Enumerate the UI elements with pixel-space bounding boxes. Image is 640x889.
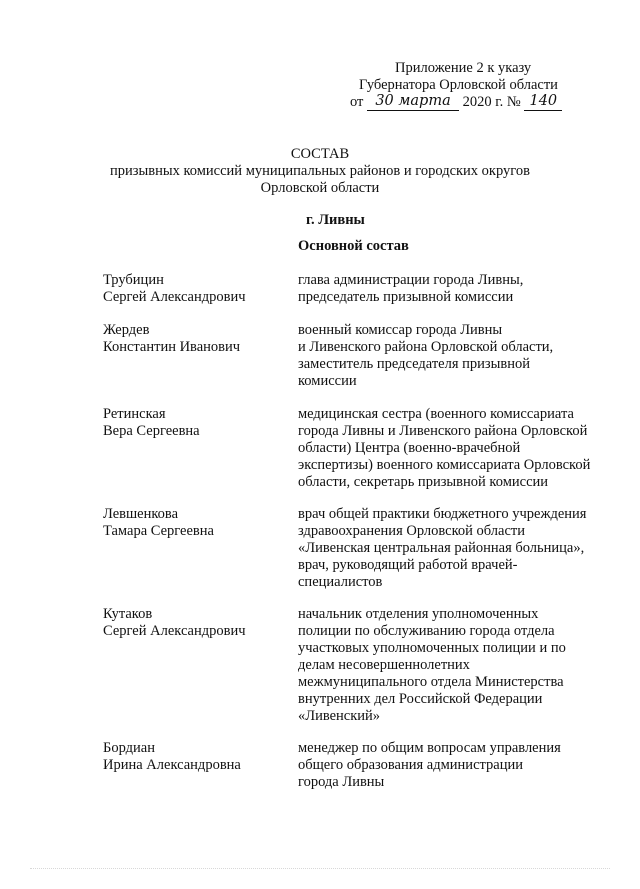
member-role: врач общей практики бюджетного учреждения здравоохранения Орловской области «Ливенская центральная районная больница», врач, руководящий работой врачей- специалистов: [298, 506, 587, 590]
page-subtitle-line-2: Орловской области: [260, 180, 380, 196]
page-subtitle-line-1: призывных комиссий муниципальных районов и городских округов: [110, 163, 530, 179]
document-number: 140: [524, 93, 562, 111]
scan-edge-divider: [30, 868, 610, 869]
member-name: Жердев Константин Иванович: [103, 322, 241, 355]
member-role: менеджер по общим вопросам управления общего образования администрации города Ливны: [298, 740, 561, 790]
member-name: Левшенкова Тамара Сергеевна: [103, 506, 214, 539]
member-role: военный комиссар города Ливны и Ливенского района Орловской области, заместитель председателя призывной комиссии: [298, 322, 554, 389]
member-role: медицинская сестра (военного комиссариата города Ливны и Ливенского района Орловской области) Центра (военно-врачебной экспертизы) военного комиссариата Орловской области, секретарь призывной комиссии: [298, 406, 591, 490]
member-role: глава администрации города Ливны, председатель призывной комиссии: [298, 272, 524, 305]
appendix-date-line: [350, 94, 562, 112]
member-name: Ретинская Вера Сергеевна: [103, 406, 200, 439]
member-name: Кутаков Сергей Александрович: [103, 606, 246, 639]
date-year: 2020 г.: [462, 94, 504, 110]
appendix-line-1: Приложение 2 к указу: [395, 60, 532, 76]
section-heading: Основной состав: [298, 238, 409, 254]
city-heading: г. Ливны: [306, 212, 365, 228]
number-sign: №: [506, 94, 521, 110]
member-role: начальник отделения уполномоченных полиции по обслуживанию города отдела участковых уполномоченных полиции и по делам несовершеннолетних межмуниципального отдела Министерства внутренних дел Российской Федерации «Ливенский»: [298, 606, 566, 724]
date-day-month: 30 марта: [367, 93, 459, 111]
member-name: Трубицин Сергей Александрович: [103, 272, 246, 305]
page-title: СОСТАВ: [290, 146, 350, 162]
appendix-line-2: Губернатора Орловской области: [359, 77, 558, 93]
member-name: Бордиан Ирина Александровна: [103, 740, 241, 773]
date-prefix: от: [350, 94, 364, 110]
